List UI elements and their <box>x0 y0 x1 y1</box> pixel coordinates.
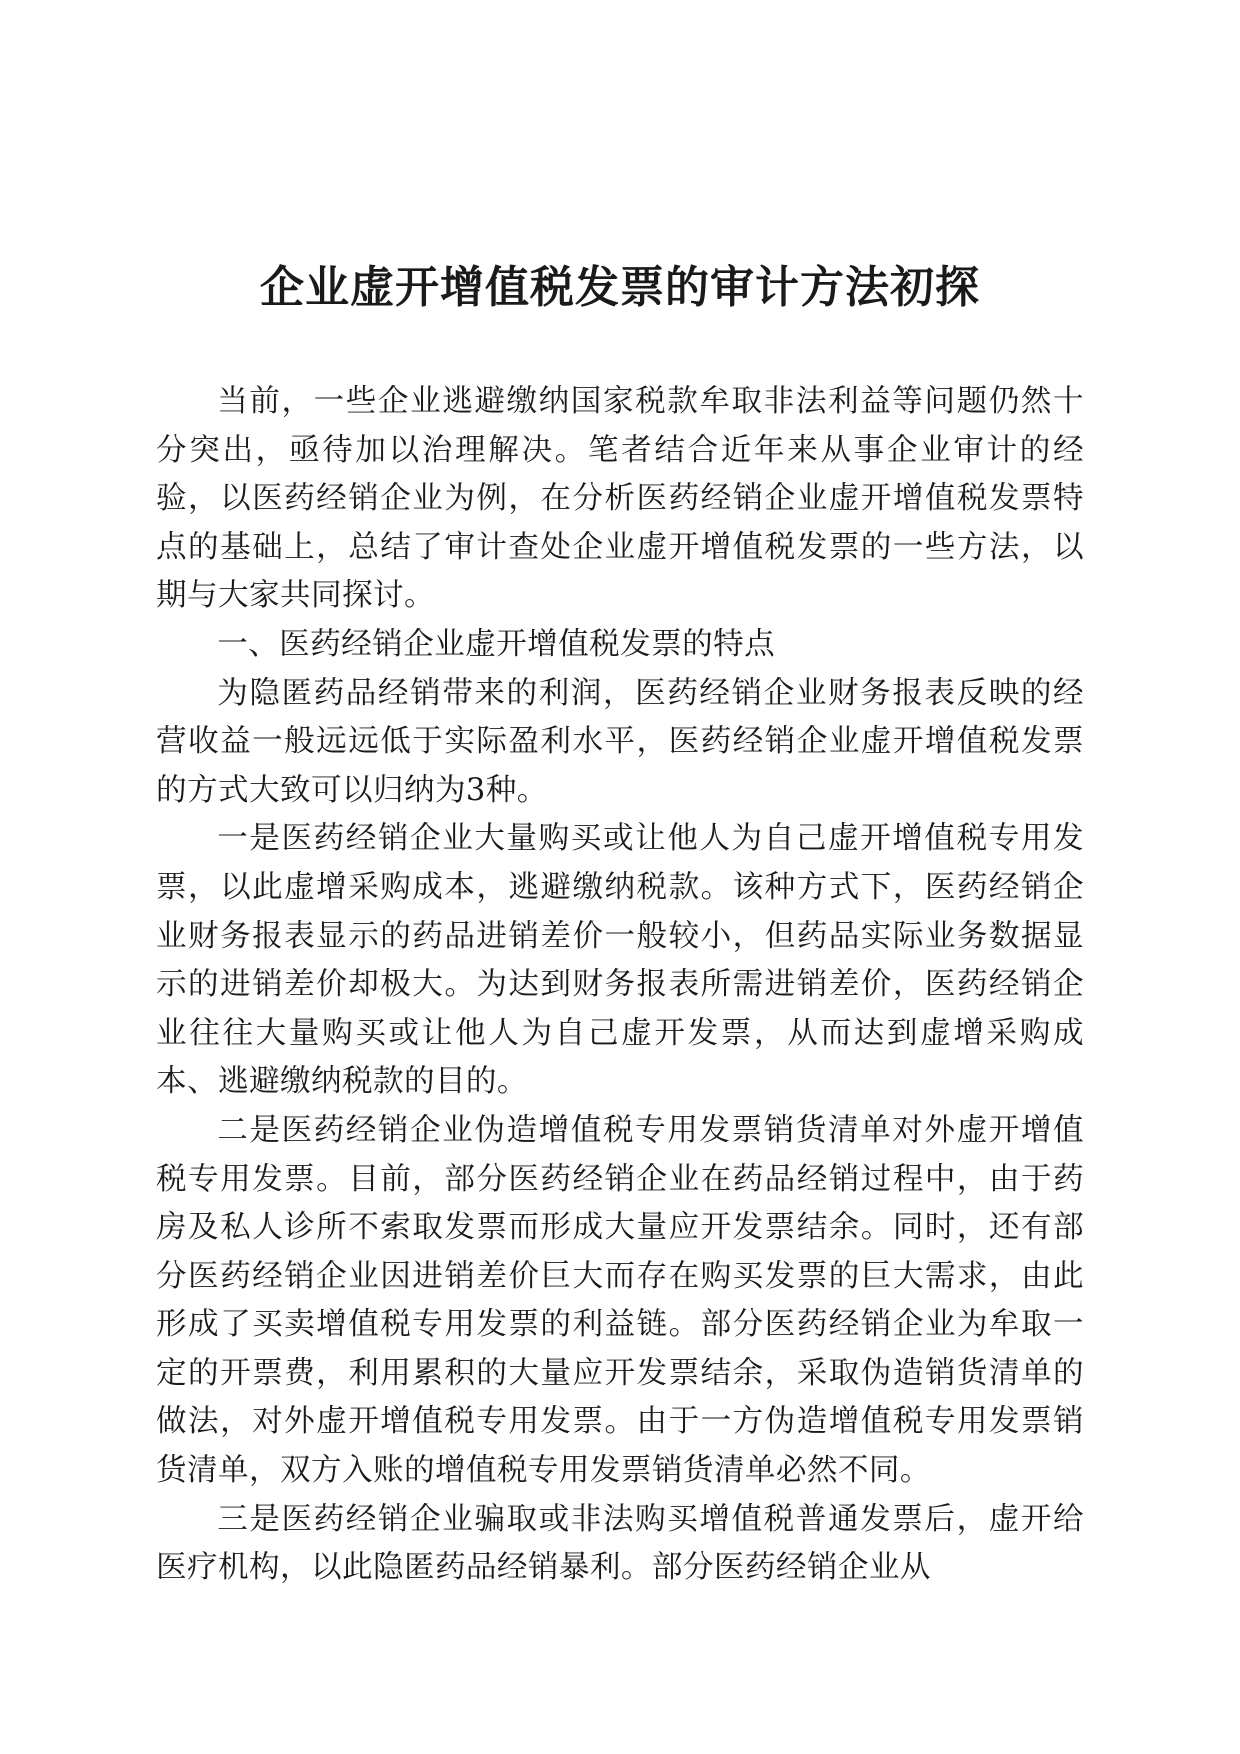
document-body <box>156 378 1084 1593</box>
document-title: 企业虚开增值税发票的审计方法初探 <box>260 262 980 313</box>
body-paragraph: 一是医药经销企业大量购买或让他人为自己虚开增值税专用发票，以此虚增采购成本，逃避缴纳税款。该种方式下，医药经销企业财务报表显示的药品进销差价一般较小，但药品实际业务数据显示的进销差价却极大。为达到财务报表所需进销差价，医药经销企业往往大量购买或让他人为自己虚开发票，从而达到虚增采购成本、逃避缴纳税款的目的。 <box>156 821 1084 1100</box>
body-paragraph: 二是医药经销企业伪造增值税专用发票销货清单对外虚开增值税专用发票。目前，部分医药经销企业在药品经销过程中，由于药房及私人诊所不索取发票而形成大量应开发票结余。同时，还有部分医药经销企业因进销差价巨大而存在购买发票的巨大需求，由此形成了买卖增值税专用发票的利益链。部分医药经销企业为牟取一定的开票费，利用累积的大量应开发票结余，采取伪造销货清单的做法，对外虚开增值税专用发票。由于一方伪造增值税专用发票销货清单，双方入账的增值税专用发票销货清单必然不同。 <box>156 1112 1084 1489</box>
body-paragraph: 三是医药经销企业骗取或非法购买增值税普通发票后，虚开给医疗机构，以此隐匿药品经销暴利。部分医药经销企业从 <box>156 1501 1084 1586</box>
section-heading: 一、医药经销企业虚开增值税发票的特点 <box>217 626 776 662</box>
body-paragraph: 为隐匿药品经销带来的利润，医药经销企业财务报表反映的经营收益一般远远低于实际盈利水平，医药经销企业虚开增值税发票的方式大致可以归纳为3种。 <box>156 675 1084 808</box>
intro-paragraph: 当前，一些企业逃避缴纳国家税款牟取非法利益等问题仍然十分突出，亟待加以治理解决。笔者结合近年来从事企业审计的经验，以医药经销企业为例，在分析医药经销企业虚开增值税发票特点的基础上，总结了审计查处企业虚开增值税发票的一些方法，以期与大家共同探讨。 <box>156 384 1084 614</box>
